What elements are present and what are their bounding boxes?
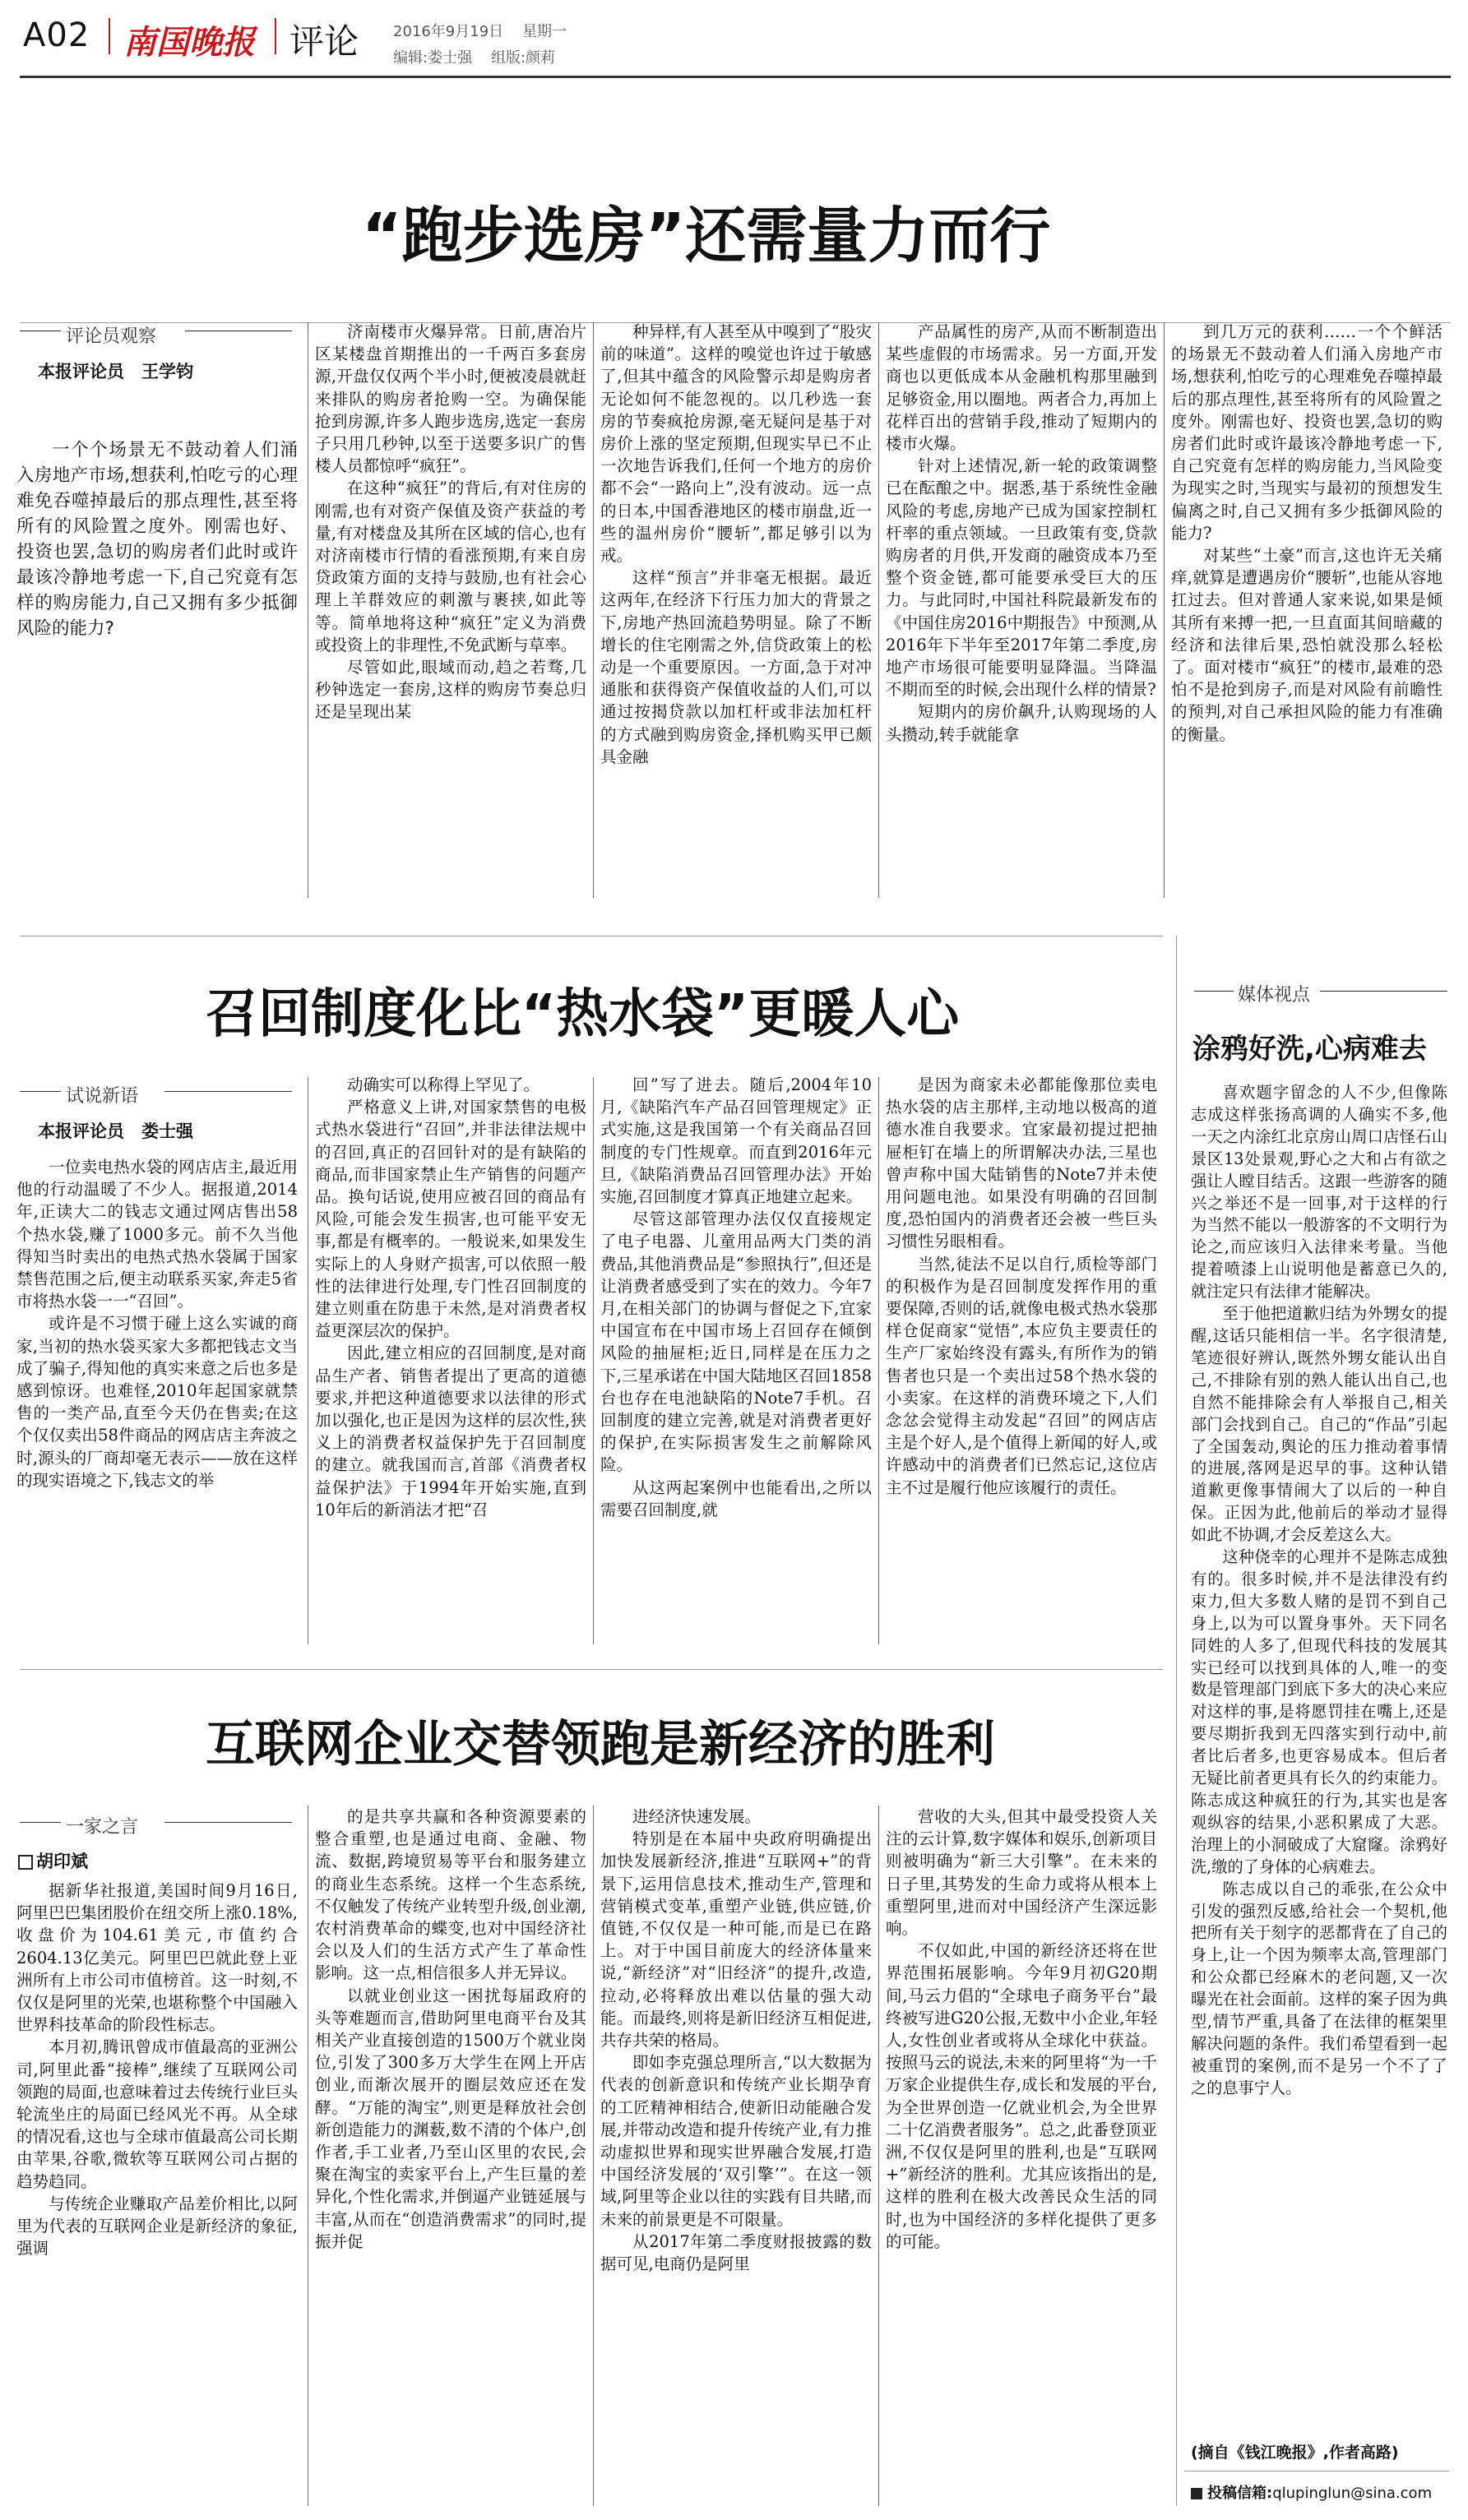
article1-col3 xyxy=(886,321,1157,896)
column-divider xyxy=(1164,322,1165,898)
sidebar-source: (摘自《钱江晚报》,作者高路) xyxy=(1191,2444,1399,2462)
paragraph: 这种侥幸的心理并不是陈志成独有的。很多时候,并不是法律没有约束力,但大多数人赌的是罚不到自己身上,以为可以置身事外。天下同名同姓的人多了,但现代科技的发展其实已经可以找到具体的人,唯一的变数是管理部门到底下多大的决心来应对这样的事,是将愿罚挂在嘴上,还是要尽期折我到无四落实到行动中,前者比后者多,也更容易成本。但后者无疑比前者更具有长久的约束能力。陈志成这种疯狂的行为,其实也是客观纵容的结果,小恶积累成了大恶。治理上的小洞破成了大窟窿。涂鸦好洗,缴的了身体的心病难去。 xyxy=(1191,1547,1447,1876)
page-number: A02 xyxy=(23,16,90,54)
masthead-divider xyxy=(275,18,276,54)
paragraph: 即如李克强总理所言,“以大数据为代表的创新意识和传统产业长期孕育的工匠精神相结合,使新旧动能融合发展,并带动改造和提升传统产业,有力推动虚拟世界和现实世界融合发展,打造中国经济发展的‘双引擎’”。在这一领域,阿里等企业以往的实践有目共睹,而未来的前景更是不可限量。 xyxy=(600,2053,872,2229)
article2-col4 xyxy=(886,1074,1157,1644)
paragraph: 尽管如此,眼域而动,趋之若骛,几秒钟选定一套房,这样的购房节奏总归还是呈现出某 xyxy=(315,658,586,722)
sidebar-body xyxy=(1191,1082,1447,2439)
paragraph: 针对上述情况,新一轮的政策调整已在酝酿之中。据悉,基于系统性金融风险的考虑,房地产已成为国家控制杠杆率的重点领域。一旦政策有变,贷款购房者的月供,开发商的融资成本乃至整个资金链,都可能要承受巨大的压力。与此同时,中国社科院最新发布的《中国住房2016中期报告》中预测,从2016年下半年至2017年第二季度,房地产市场很可能要明显降温。当降温不期而至的时候,会出现什么样的情景? xyxy=(886,456,1157,700)
article3-col1 xyxy=(16,1880,298,2504)
paper-logo: 南国晚报 xyxy=(123,23,255,62)
mailbox-label: 投稿信箱: xyxy=(1207,2485,1273,2502)
masthead-rule xyxy=(20,76,1451,78)
article1-col1 xyxy=(315,321,586,896)
article3-col4 xyxy=(886,1806,1157,2506)
column-divider xyxy=(878,1077,879,1644)
sidebar-column-label: 媒体视点 xyxy=(1238,985,1311,1006)
article3-column-label: 一家之言 xyxy=(66,1817,139,1838)
column-divider xyxy=(593,322,594,898)
article3-byline-line xyxy=(18,1848,88,1873)
article3-headline: 互联网企业交替领跑是新经济的胜利 xyxy=(206,1716,995,1773)
paragraph: 陈志成以自己的乖张,在公众中引发的强烈反感,给社会一个契机,他把所有关于刻字的恶都背在了自己的身上,让一个因为频率太高,管理部门和公众都已经麻木的老问题,又一次曝光在社会面前。这样的案子因为典型,情节严重,具备了在法律的框架里解决问题的条件。我们希望看到一起被重罚的案例,而不是另一个不了了之的息事宁人。 xyxy=(1191,1879,1447,2097)
article2-col2 xyxy=(315,1074,586,1644)
paragraph: 进经济快速发展。 xyxy=(632,1807,762,1826)
column-divider xyxy=(878,322,879,898)
paragraph: 是因为商家未必都能像那位卖电热水袋的店主那样,主动地以极高的道德水准自我要求。宜家最初提过把抽屉柜钉在墙上的所谓解决办法,三星也曾声称中国大陆销售的Note7并未使用问题电池。如果没有明确的召回制度,恐怕国内的消费者还会被一些巨头习惯性另眼相看。 xyxy=(886,1075,1157,1251)
paragraph: 产品属性的房产,从而不断制造出某些虚假的市场需求。另一方面,开发商也以更低成本从金融机构那里融到足够资金,用以圈地。两者合力,再加上花样百出的营销手段,推动了短期内的楼市火爆。 xyxy=(886,322,1157,454)
paragraph: 营收的大头,但其中最受投资人关注的云计算,数字媒体和娱乐,创新项目则被明确为“新三大引擎”。在未来的日子里,其势发的生命力或将从根本上重塑阿里,进而对中国经济产生深远影响。 xyxy=(886,1807,1157,1939)
paragraph: 严格意义上讲,对国家禁售的电极式热水袋进行“召回”,并非法律法规中的召回,真正的召回针对的是有缺陷的商品,而非国家禁止生产销售的问题产品。换句话说,使用应被召回的商品有风险,可能会发生损害,也可能平安无事,都是有概率的。一般说来,如果发生实际上的人身财产损害,可以依照一般性的法律进行处理,专门性召回制度的建立则重在防患于未然,是对消费者权益更深层次的保护。 xyxy=(315,1098,586,1341)
paragraph: 动确实可以称得上罕见了。 xyxy=(347,1075,540,1094)
section-name: 评论 xyxy=(289,21,359,62)
masthead-credit-line xyxy=(393,46,555,67)
label-rule xyxy=(164,1822,292,1823)
issue-date: 2016年9月19日 xyxy=(393,23,504,40)
masthead-date-line xyxy=(393,20,567,41)
square-bullet-icon xyxy=(1191,2488,1202,2499)
paragraph: 这样“预言”并非毫无根据。最近这两年,在经济下行压力加大的背景之下,房地产热回流趋势明显。除了不断增长的住宅刚需之外,信贷政策上的松动是一个重要原因。一方面,急于对冲通胀和获得资产保值收益的人们,可以通过按揭贷款以加杠杆或非法加杠杆的方式融到购房资金,择机购买甲已颇具金融 xyxy=(600,568,872,766)
masthead-divider xyxy=(109,18,110,54)
article1-lead: 一个个场景无不鼓动着人们涌入房地产市场,想获利,怕吃亏的心理难免吞噬掉最后的那点理性,甚至将所有的风险置之度外。刚需也好、投资也罢,急切的购房者们此时或许最该冷静地考虑一下,自己究竟有怎样的购房能力,自己又拥有多少抵御风险的能力? xyxy=(16,440,298,639)
label-rule xyxy=(20,1091,61,1092)
article3-col3 xyxy=(600,1806,872,2506)
paragraph: 与传统企业赚取产品差价相比,以阿里为代表的互联网企业是新经济的象征,强调 xyxy=(16,2194,298,2259)
paragraph: 种异样,有人甚至从中嗅到了“股灾前的味道”。这样的嗅觉也许过于敏感了,但其中蕴含的风险警示却是购房者无论如何不能忽视的。以几秒选一套房的节奏疯抢房源,毫无疑问是基于对房价上涨的坚定预期,但现实早已不止一次地告诉我们,任何一个地方的房价都不会“一路向上”,没有波动。远一点的日本,中国香港地区的楼市崩盘,近一些的温州房价“腰斩”,都足够引以为戒。 xyxy=(600,322,872,566)
paragraph: 至于他把道歉归结为外甥女的提醒,这话只能相信一半。名字很清楚,笔迹很好辨认,既然外甥女能认出自己,不排除有别的熟人能认出自己,也自然不能排除会有人举报自己,相关部门会找到自己。自己的“作品”引起了全国轰动,舆论的压力推动着事情的进展,落网是迟早的事。这种认错道歉更像事情闹大了以后的一种自保。正因为此,他前后的举动才显得如此不协调,才会反差这么大。 xyxy=(1191,1304,1447,1545)
paragraph: 据新华社报道,美国时间9月16日,阿里巴巴集团股价在纽交所上涨0.18%,收盘价为104.61美元,市值约合2604.13亿美元。阿里巴巴就此登上亚洲所有上市公司市值榜首。这一时刻,不仅仅是阿里的光荣,也堪称整个中国融入世界科技革命的阶段性标志。 xyxy=(16,1881,298,2035)
paragraph: 短期内的房价飙升,认购现场的人头攒动,转手就能拿 xyxy=(886,702,1157,744)
paragraph: 的是共享共赢和各种资源要素的整合重塑,也是通过电商、金融、物流、数据,跨境贸易等平台和服务建立的商业生态系统。这样一个生态系统,不仅触发了传统产业转型升级,创业潮,农村消费革命的蝶变,也对中国经济社会以及人们的生活方式产生了革命性影响。这一点,相信很多人并无异议。 xyxy=(315,1807,586,1983)
paragraph: 或许是不习惯于碰上这么实诚的商家,当初的热水袋买家大多都把钱志文当成了骗子,得知他的真实来意之后也多是感到惊讶。也难怪,2010年起国家就禁售的一类产品,直至今天仍在售卖;在这个仅仅卖出58件商品的网店店主奔波之时,源头的厂商却毫无表示——放在这样的现实语境之下,钱志文的举 xyxy=(16,1314,298,1490)
paragraph: 回”写了进去。随后,2004年10月,《缺陷汽车产品召回管理规定》正式实施,这是我国第一个有关商品召回制度的专门性规章。而直到2016年元旦,《缺陷消费品召回管理办法》开始实施,召回制度才算真正地建立起来。 xyxy=(600,1075,872,1207)
paragraph: 不仅如此,中国的新经济还将在世界范围拓展影响。今年9月初G20期间,马云力倡的“全球电子商务平台”最终被写进G20公报,无数中小企业,年轻人,女性创业者或将从全球化中获益。按照马云的说法,未来的阿里将“为一千万家企业提供生存,成长和发展的平台,为全世界创造一亿就业机会,为全世界二十亿消费者服务”。总之,此番登顶亚洲,不仅仅是阿里的胜利,也是“互联网+”新经济的胜利。尤其应该指出的是,这样的胜利在极大改善民众生活的同时,也为中国经济的多样化提供了更多的可能。 xyxy=(886,1941,1157,2251)
paragraph: 对某些“土豪”而言,这也许无关痛痒,就算是遭遇房价“腰斩”,也能从容地扛过去。但对普通人家来说,如果是倾其所有来搏一把,一旦直面其间暗藏的经济和法律后果,恐怕就没那么轻松了。面对楼市“疯狂”的楼市,最难的恐怕不是抢到房子,而是对风险有前瞻性的预判,对自己承担风险的能力有准确的衡量。 xyxy=(1171,546,1443,744)
paragraph: 从2017年第二季度财报披露的数据可见,电商仍是阿里 xyxy=(600,2231,872,2274)
paragraph: 喜欢题字留念的人不少,但像陈志成这样张扬高调的人确实不多,他一天之内涂红北京房山周口店怪石山景区13处景观,野心之大和占有欲之强让人瞠目结舌。这跟一些游客的随兴之举还不是一回事,对于这样的行为当然不能以一般游客的不文明行为论之,而应该归入法律来考量。当他提着喷漆上山说明他是蓄意已久的,就注定只有法律才能解决。 xyxy=(1191,1083,1447,1302)
article3-byline: 胡印斌 xyxy=(36,1852,88,1871)
label-rule xyxy=(1320,991,1447,992)
article2-byline: 本报评论员 娄士强 xyxy=(38,1121,193,1141)
editor-credit: 编辑:娄士强 xyxy=(393,49,473,67)
article3-col2 xyxy=(315,1806,586,2506)
article2-headline: 召回制度化比“热水袋”更暖人心 xyxy=(206,984,960,1045)
sidebar-divider xyxy=(1176,936,1177,2506)
paragraph: 在这种“疯狂”的背后,有对住房的刚需,也有对资产保值及资产获益的考量,有对楼盘及其所在区域的信心,也有对济南楼市行情的看涨预期,有来自房贷政策方面的支持与鼓励,也有社会心理上羊群效应的刺激与裹挟,如此等等。简单地将这种“疯狂”定义为消费或投资上的非理性,不免武断与草率。 xyxy=(315,479,586,654)
article3-top-rule xyxy=(20,1669,1163,1670)
article1-headline: “跑步选房”还需量力而行 xyxy=(362,201,1051,271)
paragraph: 从这两起案例中也能看出,之所以需要召回制度,就 xyxy=(600,1477,872,1519)
column-divider xyxy=(593,1806,594,2506)
paragraph: 当然,徒法不足以自行,质检等部门的积极作为是召回制度发挥作用的重要保障,否则的话,就像电极式热水袋那样仓促商家“觉悟”,本应负主要责任的生产厂家始终没有露头,有所作为的销售者也只是一个卖出过58个热水袋的小卖家。在这样的消费环境之下,人们念忿会觉得主动发起“召回”的网店店主是个好人,是个值得上新闻的好人,或许感动中的消费者们已然忘记,这位店主不过是履行他应该履行的责任。 xyxy=(886,1254,1157,1497)
paragraph: 一位卖电热水袋的网店店主,最近用他的行动温暖了不少人。据报道,2014年,正读大二的钱志文通过网店售出58个热水袋,赚了1000多元。前不久当他得知当时卖出的电热式热水袋属于国家禁售范围之后,便主动联系买家,奔走5省市将热水袋一一“召回”。 xyxy=(16,1158,298,1311)
issue-weekday: 星期一 xyxy=(522,23,567,40)
column-divider xyxy=(593,1077,594,1644)
paragraph: 以就业创业这一困扰每届政府的头等难题而言,借助阿里电商平台及其相关产业直接创造的1500万个就业岗位,引发了300多万大学生在网上开店创业,而渐次展开的圈层效应还在发酵。“万能的淘宝”,则更是释放社会创新创造能力的渊薮,数不清的个体户,创作者,手工业者,乃至山区里的农民,会聚在淘宝的卖家平台上,产生巨量的差异化,个性化需求,并倒逼产业链延展与丰富,从而在“创造消费需求”的同时,提振并促 xyxy=(315,1986,586,2251)
mailbox-address[interactable]: qlupinglun@sina.com xyxy=(1272,2485,1433,2502)
byline-square-icon xyxy=(18,1855,33,1870)
mailbox-line xyxy=(1191,2481,1432,2503)
article2-column-label: 试说新语 xyxy=(66,1086,139,1107)
layout-credit: 组版:颜莉 xyxy=(490,49,556,67)
column-divider xyxy=(878,1806,879,2506)
sidebar-headline: 涂鸦好洗,心病难去 xyxy=(1192,1033,1427,1066)
paragraph: 本月初,腾讯曾成市值最高的亚洲公司,阿里此番“接棒”,继续了互联网公司领跑的局面,也意味着过去传统行业巨头轮流坐庄的局面已经风光不再。从全球的情况看,这也与全球市值最高公司长期由苹果,谷歌,微软等互联网公司占据的趋势趋同。 xyxy=(16,2037,298,2191)
label-rule xyxy=(164,1091,292,1092)
paragraph: 特别是在本届中央政府明确提出加快发展新经济,推进“互联网+”的背景下,运用信息技术,推动生产,管理和营销模式变革,重塑产业链,供应链,价值链,不仅仅是一种可能,而是已在路上。对于中国目前庞大的经济体量来说,“新经济”对“旧经济”的提升,改造,拉动,必将释放出难以估量的强大动能。而最终,则将是新旧经济互相促进,共存共荣的格局。 xyxy=(600,1829,872,2051)
article1-col2 xyxy=(600,321,872,896)
paragraph: 到几万元的获利……一个个鲜活的场景无不鼓动着人们涌入房地产市场,想获利,怕吃亏的心理难免吞噬掉最后的那点理性,甚至将所有的风险置之度外。刚需也好、投资也罢,急切的购房者们此时或许最该冷静地考虑一下,自己究竟有怎样的购房能力,当风险变为现实之时,当现实与最初的预想发生偏离之时,自己又拥有多少抵御风险的能力? xyxy=(1171,322,1443,543)
article2-col1 xyxy=(16,1156,298,1641)
article1-column-label: 评论员观察 xyxy=(66,326,157,347)
article1-col4 xyxy=(1171,321,1443,896)
label-rule xyxy=(1194,991,1234,992)
label-rule xyxy=(20,1822,61,1823)
article2-col3 xyxy=(600,1074,872,1644)
article1-byline: 本报评论员 王学钧 xyxy=(38,362,193,381)
paragraph: 因此,建立相应的召回制度,是对商品生产者、销售者提出了更高的道德要求,并把这种道德要求以法律的形式加以强化,也正是因为这样的层次性,狭义上的消费者权益保护先于召回制度的建立。就我国而言,首部《消费者权益保护法》于1994年开始实施,直到10年后的新消法才把“召 xyxy=(315,1343,586,1519)
paragraph: 尽管这部管理办法仅仅直接规定了电子电器、儿童用品两大门类的消费品,其他消费品是“参照执行”,但还是让消费者感受到了实在的效力。今年7月,在相关部门的协调与督促之下,宜家中国宣布在中国市场上召回存在倾倒风险的抽屉柜;近日,同样是在压力之下,三星承诺在中国大陆地区召回1858台也存在电池缺陷的Note7手机。召回制度的建立完善,就是对消费者更好的保护,在实际损害发生之前解除风险。 xyxy=(600,1209,872,1475)
paragraph: 济南楼市火爆异常。日前,唐冶片区某楼盘首期推出的一千两百多套房源,开盘仅仅两个半小时,便被凌晨就赶来排队的购房者抢购一空。为确保能抢到房源,许多人跑步选房,选定一套房子只用几秒钟,以至于送要多识广的售楼人员都惊呼“疯狂”。 xyxy=(315,322,586,476)
